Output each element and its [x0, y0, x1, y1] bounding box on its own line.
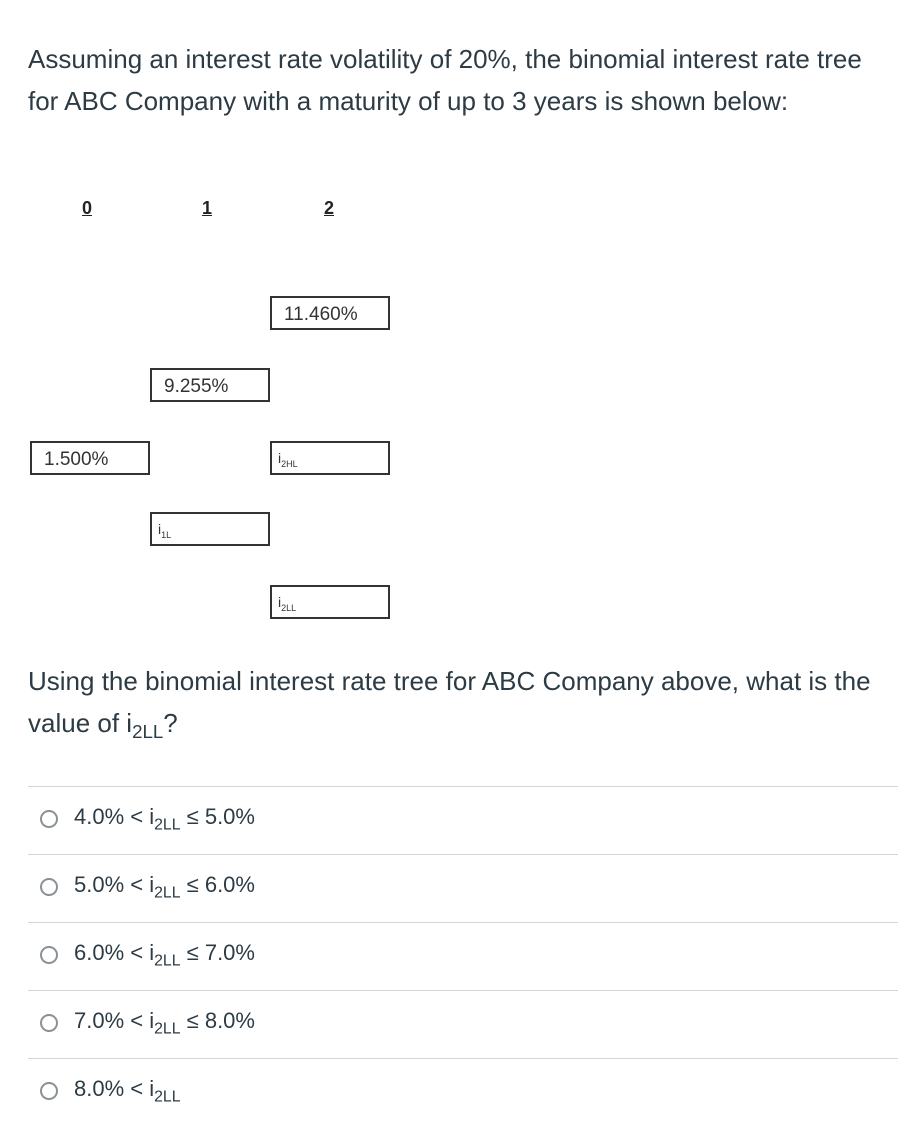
- node-label: $i_{2LL}$: [278, 592, 296, 619]
- tree-header-0: 0: [82, 198, 93, 218]
- node-year2-mid: [270, 441, 390, 475]
- answer-option-label: $8.0\% < i_{2LL}$: [74, 1076, 181, 1106]
- answer-option-label: $6.0\% < i_{2LL} \le 7.0\%$: [74, 940, 255, 970]
- node-value: 1.500%: [44, 449, 109, 470]
- node-year1-low: [150, 512, 270, 546]
- node-year2-high: [270, 296, 390, 330]
- answer-option-label: $4.0\% < i_{2LL} \le 5.0\%$: [74, 804, 255, 834]
- node-root: [30, 441, 150, 475]
- node-label: $i_{1L}$: [158, 519, 171, 546]
- answer-option[interactable]: [28, 922, 898, 990]
- intro-text: Assuming an interest rate volatility of 20%, the binomial interest rate tree for ABC Company with a maturity of up to 3 years is shown below:: [28, 44, 862, 116]
- node-year1-high: [150, 368, 270, 402]
- tree-header-2: 2: [324, 198, 335, 218]
- tree-header-1: 1: [202, 198, 213, 218]
- radio-button[interactable]: [40, 1082, 58, 1100]
- node-label: $i_{2HL}$: [278, 448, 298, 475]
- answer-option[interactable]: [28, 1058, 898, 1126]
- radio-button[interactable]: [40, 1014, 58, 1032]
- answer-option[interactable]: [28, 786, 898, 854]
- answer-option[interactable]: [28, 854, 898, 922]
- answer-option[interactable]: [28, 990, 898, 1058]
- answer-option-label: $7.0\% < i_{2LL} \le 8.0\%$: [74, 1008, 255, 1038]
- answer-options: [28, 786, 898, 1126]
- question-text: Using the binomial interest rate tree for ABC Company above, what is the value of $i_{2LL}$?: [28, 666, 871, 743]
- answer-option-label: $5.0\% < i_{2LL} \le 6.0\%$: [74, 872, 255, 902]
- radio-button[interactable]: [40, 810, 58, 828]
- radio-button[interactable]: [40, 878, 58, 896]
- node-value: 9.255%: [164, 376, 229, 397]
- radio-button[interactable]: [40, 946, 58, 964]
- node-value: 11.460%: [284, 304, 358, 325]
- node-year2-low: [270, 585, 390, 619]
